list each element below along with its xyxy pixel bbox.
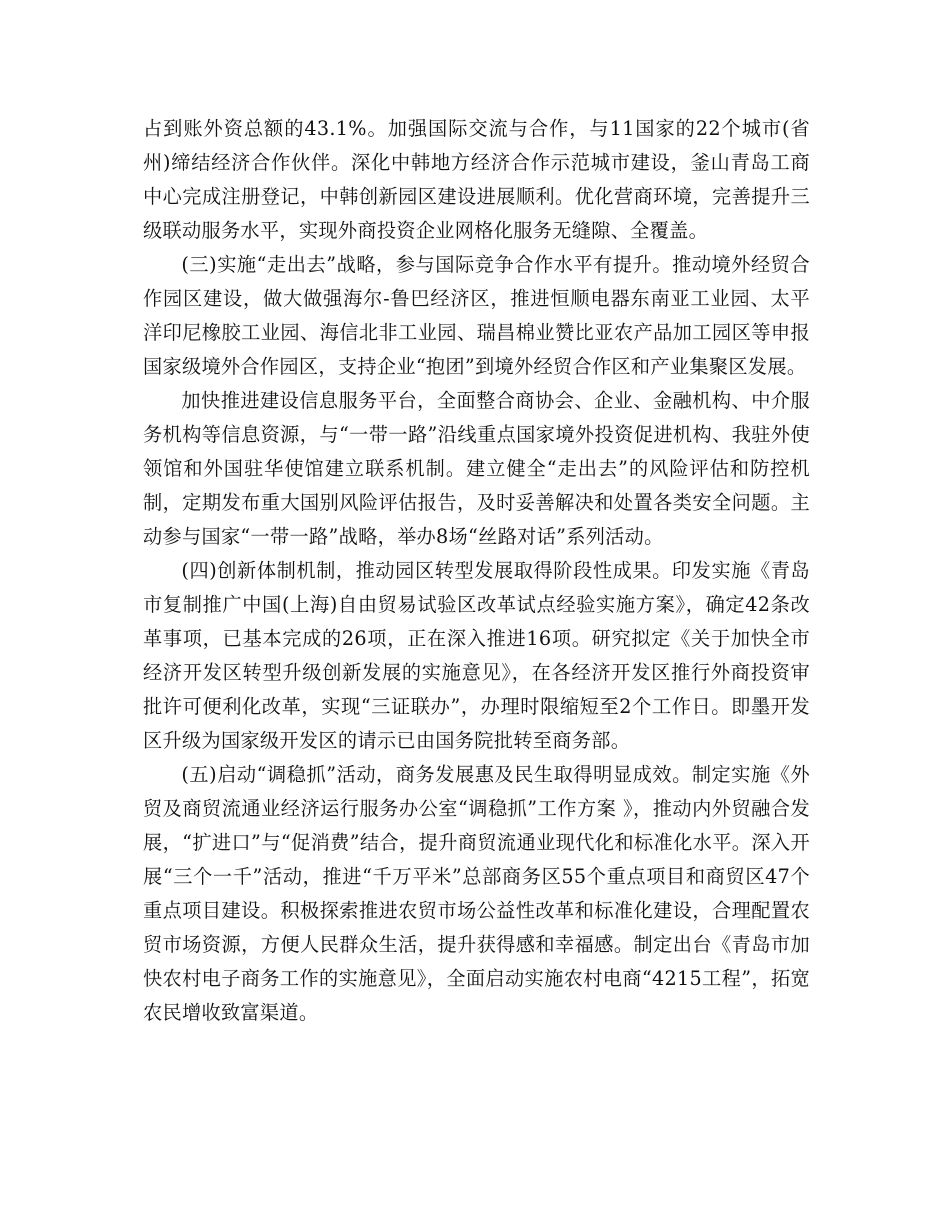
paragraph-section-five: (五)启动“调稳抓”活动，商务发展惠及民生取得明显成效。制定实施《外贸及商贸流通业经济运行服务办公室“调稳抓”工作方案 》，推动内外贸融合发展，“扩进口”与“促消费”结合，提升商贸流通业现代化和标准化水平。深入开展“三个一千”活动，推进“千万平米”总部商务区55个重点项目和商贸区47个重点项目建设。积极探索推进农贸市场公益性改革和标准化建设，合理配置农贸市场资源，方便人民群众生活，提升获得感和幸福感。制定出台《青岛市加快农村电子商务工作的实施意见》，全面启动实施农村电商“4215工程”，拓宽农民增收致富渠道。 <box>143 763 810 1024</box>
paragraph-continuation: 占到账外资总额的43.1%。加强国际交流与合作，与11国家的22个城市(省州)缔结经济合作伙伴。深化中韩地方经济合作示范城市建设，釜山青岛工商中心完成注册登记，中韩创新园区建设进展顺利。优化营商环境，完善提升三级联动服务水平，实现外商投资企业网格化服务无缝隙、全覆盖。 <box>143 117 810 242</box>
document-body <box>143 112 810 1030</box>
paragraph-info-platform: 加快推进建设信息服务平台，全面整合商协会、企业、金融机构、中介服务机构等信息资源，与“一带一路”沿线重点国家境外投资促进机构、我驻外使领馆和外国驻华使馆建立联系机制。建立健全“走出去”的风险评估和防控机制，定期发布重大国别风险评估报告，及时妥善解决和处置各类安全问题。主动参与国家“一带一路”战略，举办8场“丝路对话”系列活动。 <box>143 389 810 548</box>
paragraph-section-four: (四)创新体制机制，推动园区转型发展取得阶段性成果。印发实施《青岛市复制推广中国(上海)自由贸易试验区改革试点经验实施方案》，确定42条改革事项，已基本完成的26项，正在深入推进16项。研究拟定《关于加快全市经济开发区转型升级创新发展的实施意见》，在各经济开发区推行外商投资审批许可便利化改革，实现“三证联办”，办理时限缩短至2个工作日。即墨开发区升级为国家级开发区的请示已由国务院批转至商务部。 <box>143 559 810 752</box>
paragraph-section-three: (三)实施“走出去”战略，参与国际竞争合作水平有提升。推动境外经贸合作园区建设，做大做强海尔-鲁巴经济区，推进恒顺电器东南亚工业园、太平洋印尼橡胶工业园、海信北非工业园、瑞昌棉业赞比亚农产品加工园区等申报国家级境外合作园区，支持企业“抱团”到境外经贸合作区和产业集聚区发展。 <box>143 253 810 378</box>
